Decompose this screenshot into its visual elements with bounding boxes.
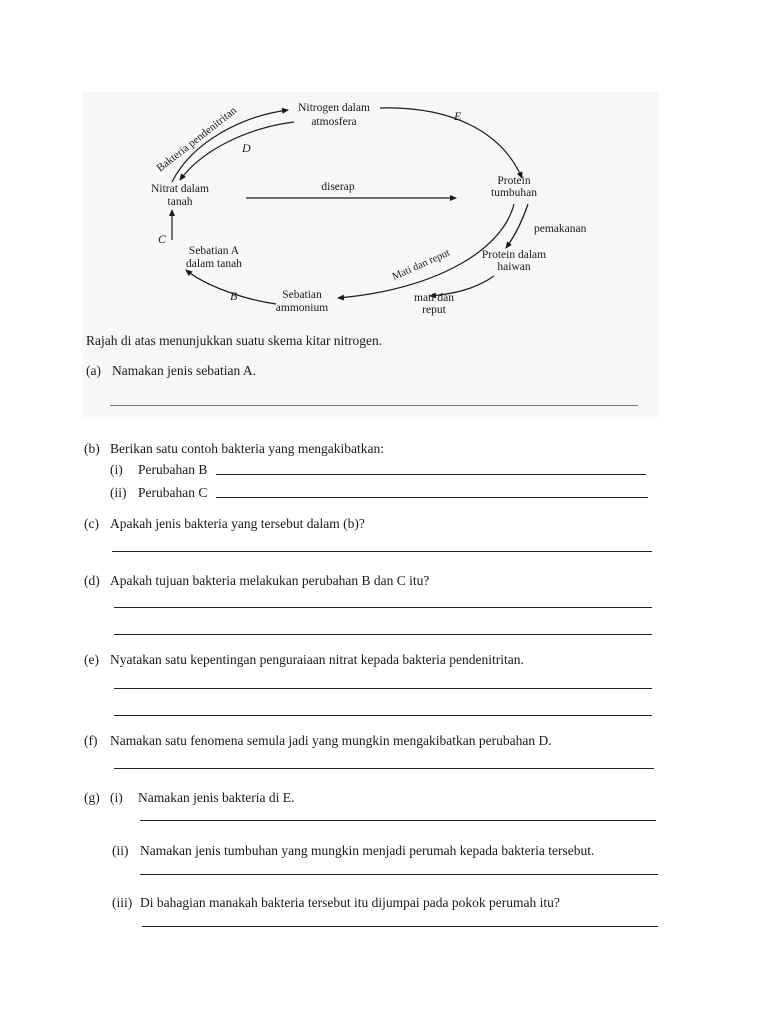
answer-line-d-1[interactable] bbox=[114, 607, 652, 608]
question-f-number: (f) bbox=[84, 733, 98, 748]
mati-dan-reput-label-2: reput bbox=[422, 304, 446, 316]
intro-text: Rajah di atas menunjukkan suatu skema kitar nitrogen. bbox=[86, 333, 383, 348]
question-c-number: (c) bbox=[84, 516, 99, 531]
nitrogen-atmosfera-label-2: atmosfera bbox=[311, 116, 357, 128]
answer-line-b-ii[interactable] bbox=[216, 497, 648, 498]
sebatian-ammonium-label: Sebatian bbox=[282, 289, 322, 301]
question-b-i-number: (i) bbox=[110, 462, 123, 477]
question-g-ii-number: (ii) bbox=[112, 843, 129, 858]
question-e-text: Nyatakan satu kepentingan penguraiaan nitrat kepada bakteria pendenitritan. bbox=[110, 652, 524, 667]
nitrogen-atmosfera-label: Nitrogen dalam bbox=[298, 102, 370, 114]
nitrogen-cycle-diagram bbox=[82, 92, 658, 332]
label-e: E bbox=[454, 109, 462, 123]
question-b-number: (b) bbox=[84, 441, 100, 456]
question-b-ii-number: (ii) bbox=[110, 485, 127, 500]
question-g-i-text: Namakan jenis bakteria di E. bbox=[138, 790, 295, 805]
sebatian-a-label-2: dalam tanah bbox=[186, 258, 242, 270]
protein-haiwan-label-2: haiwan bbox=[497, 261, 531, 273]
bakteria-pendenitritan-label: Bakteria pendenitritan bbox=[154, 104, 240, 175]
question-e bbox=[84, 652, 524, 668]
question-a-number: (a) bbox=[86, 363, 101, 378]
question-d-text: Apakah tujuan bakteria melakukan perubahan B dan C itu? bbox=[110, 573, 430, 588]
arrow-pemakanan bbox=[506, 204, 528, 248]
answer-line-a[interactable] bbox=[110, 405, 638, 406]
question-e-number: (e) bbox=[84, 652, 99, 667]
question-g-iii-number: (iii) bbox=[112, 895, 133, 910]
question-b-ii-text: Perubahan C bbox=[138, 485, 208, 500]
diserap-label: diserap bbox=[321, 181, 355, 193]
arrow-nitrogen-to-protein-e bbox=[380, 108, 522, 178]
mati-dan-reput-diagonal-label: Mati dan reput bbox=[390, 247, 452, 283]
label-c: C bbox=[158, 232, 167, 246]
answer-line-c[interactable] bbox=[112, 551, 652, 552]
answer-line-b-i[interactable] bbox=[216, 474, 646, 475]
question-d-number: (d) bbox=[84, 573, 100, 588]
answer-line-e-1[interactable] bbox=[114, 688, 652, 689]
answer-line-g-iii[interactable] bbox=[142, 926, 658, 927]
question-g-i bbox=[84, 790, 294, 806]
mati-dan-reput-label: mati dan bbox=[414, 292, 454, 304]
question-c bbox=[84, 516, 365, 532]
answer-line-e-2[interactable] bbox=[114, 715, 652, 716]
nitrat-dalam-tanah-label: Nitrat dalam bbox=[151, 183, 209, 195]
question-b-text: Berikan satu contoh bakteria yang mengakibatkan: bbox=[110, 441, 385, 456]
question-b-ii bbox=[110, 485, 207, 501]
label-b: B bbox=[230, 289, 238, 303]
protein-tumbuhan-label: Protein bbox=[497, 175, 531, 187]
question-g-number: (g) bbox=[84, 790, 100, 805]
answer-line-g-ii[interactable] bbox=[140, 874, 658, 875]
question-d bbox=[84, 573, 429, 589]
nitrat-dalam-tanah-label-2: tanah bbox=[167, 196, 193, 208]
question-c-text: Apakah jenis bakteria yang tersebut dalam (b)? bbox=[110, 516, 365, 531]
protein-haiwan-label: Protein dalam bbox=[481, 249, 547, 261]
question-f bbox=[84, 733, 552, 749]
answer-line-f[interactable] bbox=[114, 768, 654, 769]
question-g-ii-text: Namakan jenis tumbuhan yang mungkin menjadi perumah kepada bakteria tersebut. bbox=[140, 843, 595, 858]
question-g-i-number: (i) bbox=[110, 790, 123, 805]
question-b-i-text: Perubahan B bbox=[138, 462, 208, 477]
question-g-ii bbox=[112, 843, 594, 859]
question-g-iii-text: Di bahagian manakah bakteria tersebut itu dijumpai pada pokok perumah itu? bbox=[140, 895, 560, 910]
question-a-text: Namakan jenis sebatian A. bbox=[112, 363, 256, 378]
question-a bbox=[86, 363, 256, 379]
sebatian-ammonium-label-2: ammonium bbox=[275, 302, 329, 314]
question-g-iii bbox=[112, 895, 560, 911]
label-d: D bbox=[242, 141, 251, 155]
answer-line-d-2[interactable] bbox=[114, 634, 652, 635]
answer-line-g-i[interactable] bbox=[140, 820, 656, 821]
sebatian-a-label: Sebatian A bbox=[188, 245, 240, 257]
question-b bbox=[84, 441, 384, 457]
question-f-text: Namakan satu fenomena semula jadi yang mungkin mengakibatkan perubahan D. bbox=[110, 733, 552, 748]
protein-tumbuhan-label-2: tumbuhan bbox=[491, 187, 537, 199]
pemakanan-label: pemakanan bbox=[534, 223, 587, 235]
question-b-i bbox=[110, 462, 207, 478]
